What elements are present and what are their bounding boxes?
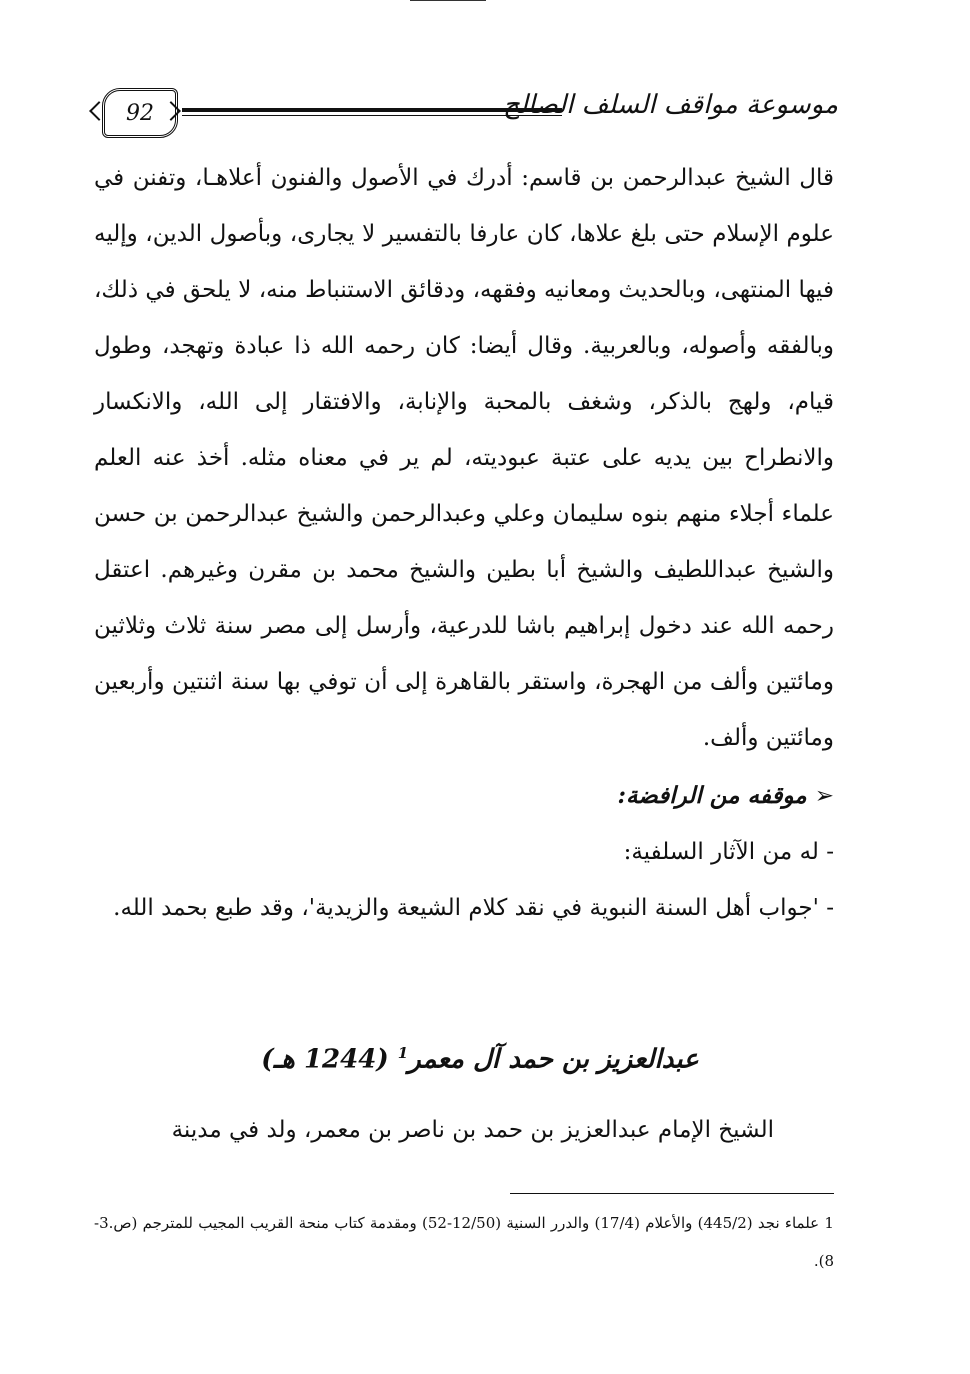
work-item: - 'جواب أهل السنة النبوية في نقد كلام الشيعة والزيدية'، وقد طبع بحمد الله. xyxy=(113,895,834,921)
biography-intro: الشيخ الإمام عبدالعزيز بن حمد بن ناصر بن معمر، ولد في مدينة xyxy=(171,1117,774,1143)
main-paragraph xyxy=(94,150,834,766)
page-number: 92 xyxy=(126,100,154,126)
footnote-marker[interactable]: 1 xyxy=(397,1044,409,1062)
footnote: 1 علماء نجد (445/2) والأعلام (17/4) والدرر السنية (12/50-52) ومقدمة كتاب منحة القريب المجيب للمترجم (ص.3-8). xyxy=(94,1214,834,1270)
section-heading-text: موقفه من الرافضة: xyxy=(617,782,807,809)
page-header xyxy=(86,84,838,144)
works-intro: - له من الآثار السلفية: xyxy=(623,839,834,865)
section-heading xyxy=(500,768,834,824)
top-edge-rule xyxy=(410,0,486,1)
biography-date: (1244 هـ) xyxy=(261,1044,389,1075)
biography-title xyxy=(160,1044,800,1075)
biography-name: عبدالعزيز بن حمد آل معمر xyxy=(408,1044,699,1075)
paragraph-text: قال الشيخ عبدالرحمن بن قاسم: أدرك في الأصول والفنون أعلاهـا، وتفنن في علوم الإسلام حتى بلغ علاها، كان عارفا بالتفسير لا يجارى، وبأصول الدين، وإليه فيها المنتهى، وبالحديث ومعانيه وفقهه، ودقائق الاستنباط منه، لا يلحق في ذلك، وبالفقه وأصوله، وبالعربية. وقال أيضا: كان رحمه الله ذا عبادة وتهجد، وطول قيام، ولهج بالذكر، وشغف بالمحبة والإنابة، والافتقار إلى الله، والانكسار والانطراح بين يديه على عتبة عبوديته، لم ير في معناه مثله. أخذ عنه العلم علماء أجلاء منهم بنوه سليمان وعلي وعبدالرحمن والشيخ عبدالرحمن بن حسن والشيخ عبداللطيف والشيخ أبا بطين والشيخ محمد بن مقرن وغيرهم. اعتقل رحمه الله عند دخول إبراهيم باشا للدرعية، وأرسل إلى مصر سنة ثلاث وثلاثين ومائتين وألف من الهجرة، واستقر بالقاهرة إلى أن توفي بها سنة اثنتين وأربعين ومائتين وألف. xyxy=(94,165,834,751)
series-title: موسوعة مواقف السلف الصالح xyxy=(503,90,838,120)
arrow-bullet-icon: ➢ xyxy=(814,783,834,809)
works-list xyxy=(94,824,834,936)
footnote-divider xyxy=(510,1193,834,1194)
